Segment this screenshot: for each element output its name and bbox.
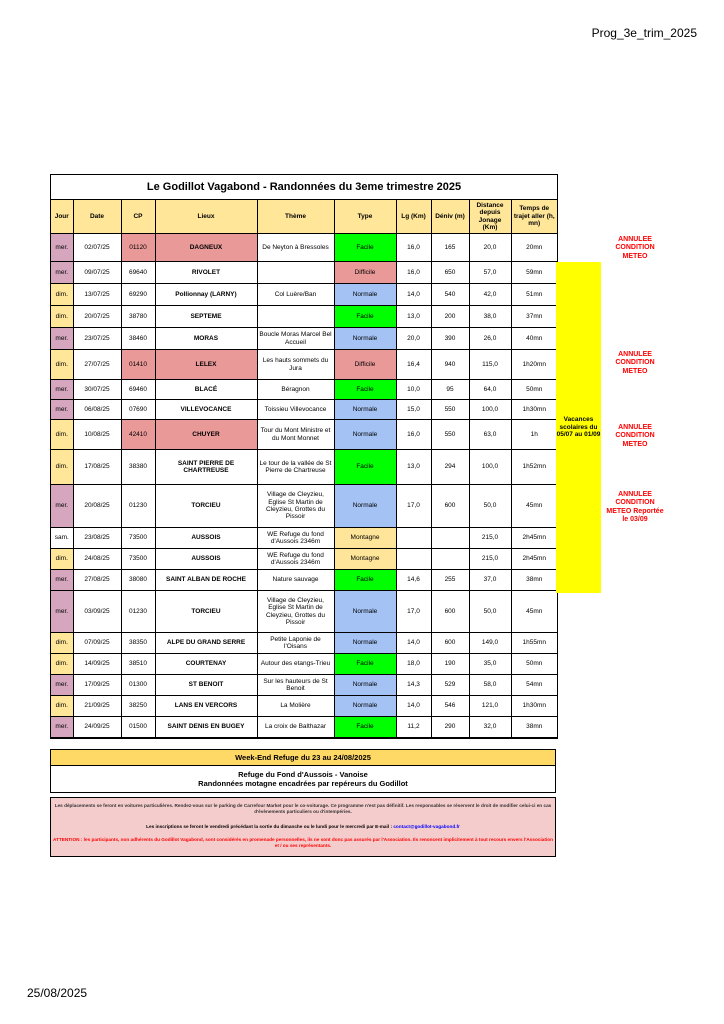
cell-distance: 121,0	[469, 696, 511, 717]
table-title: Le Godillot Vagabond - Randonnées du 3eme trimestre 2025	[51, 175, 557, 200]
col-header-jour: Jour	[51, 200, 73, 234]
cell-lg: 17,0	[396, 485, 431, 528]
cell-date: 07/09/25	[73, 633, 121, 654]
cell-distance: 20,0	[469, 234, 511, 262]
cell-distance: 215,0	[469, 528, 511, 549]
cell-cp: 01230	[121, 591, 155, 633]
cell-date: 10/08/25	[73, 420, 121, 450]
col-header-theme: Thème	[257, 200, 334, 234]
cell-jour: mer.	[51, 262, 73, 284]
cell-lg: 16,0	[396, 420, 431, 450]
cell-distance: 100,0	[469, 400, 511, 420]
cell-lg: 20,0	[396, 328, 431, 350]
info-warning: ATTENTION : les participants, non adhérents du Godillot Vagabond, sont considérés en promenade personnelles, ils ne sont donc pas assurés par l'Association. Ils renoncent implicitement à tout recours envers l'Association et / ou ses représentants.	[53, 837, 553, 849]
cell-deniv: 550	[431, 400, 469, 420]
cancel-note-chuyer: ANNULEE CONDITION METEO	[615, 424, 655, 448]
cell-distance: 32,0	[469, 717, 511, 738]
cell-theme: Nature sauvage	[257, 570, 334, 591]
cell-temps: 45mn	[511, 485, 557, 528]
cell-deniv: 540	[431, 284, 469, 306]
cell-lg: 14,3	[396, 675, 431, 696]
cell-lieu: BLACÉ	[155, 380, 257, 400]
cell-deniv: 390	[431, 328, 469, 350]
cell-cp: 38510	[121, 654, 155, 675]
table-row	[51, 380, 557, 400]
cell-type: Normale	[334, 675, 396, 696]
cell-cp: 07690	[121, 400, 155, 420]
cell-date: 14/09/25	[73, 654, 121, 675]
cell-deniv: 600	[431, 633, 469, 654]
header-row	[51, 200, 557, 234]
cell-date: 30/07/25	[73, 380, 121, 400]
cell-lg: 16,4	[396, 350, 431, 380]
cell-lieu: ALPE DU GRAND SERRE	[155, 633, 257, 654]
cell-lieu: TORCIEU	[155, 591, 257, 633]
table-row	[51, 400, 557, 420]
cell-distance: 37,0	[469, 570, 511, 591]
cell-cp: 38080	[121, 570, 155, 591]
cell-type: Facile	[334, 450, 396, 485]
cell-theme: Col Luère/Ban	[257, 284, 334, 306]
cell-cp: 01120	[121, 234, 155, 262]
table-row	[51, 717, 557, 738]
cell-type: Facile	[334, 570, 396, 591]
cell-theme: Village de Cleyzieu, Eglise St Martin de Cleyzieu, Grottes du Pissoir	[257, 591, 334, 633]
cell-type: Montagne	[334, 549, 396, 570]
cell-jour: sam.	[51, 528, 73, 549]
cell-lg: 15,0	[396, 400, 431, 420]
cell-jour: dim.	[51, 450, 73, 485]
cell-temps: 1h55mn	[511, 633, 557, 654]
table-row	[51, 350, 557, 380]
cell-jour: mer.	[51, 591, 73, 633]
cell-jour: dim.	[51, 306, 73, 328]
cell-deniv: 190	[431, 654, 469, 675]
cell-cp: 01410	[121, 350, 155, 380]
cell-temps: 38mn	[511, 570, 557, 591]
cell-lieu: SAINT DENIS EN BUGEY	[155, 717, 257, 738]
cell-lg: 16,0	[396, 262, 431, 284]
cell-lieu: SEPTEME	[155, 306, 257, 328]
cell-deniv: 255	[431, 570, 469, 591]
cell-lg: 14,0	[396, 284, 431, 306]
cell-temps: 2h45mn	[511, 528, 557, 549]
cell-deniv: 529	[431, 675, 469, 696]
cell-lg: 11,2	[396, 717, 431, 738]
cell-lg: 13,0	[396, 450, 431, 485]
cell-jour: mer.	[51, 485, 73, 528]
cancel-note-lelex: ANNULEE CONDITION METEO	[615, 351, 655, 375]
cell-jour: dim.	[51, 633, 73, 654]
cell-theme: La Molière	[257, 696, 334, 717]
cell-date: 23/07/25	[73, 328, 121, 350]
cell-temps: 50mn	[511, 380, 557, 400]
cell-theme: Petite Laponie de l'Oisans	[257, 633, 334, 654]
cell-lg: 16,0	[396, 234, 431, 262]
cell-jour: dim.	[51, 420, 73, 450]
cell-temps: 54mn	[511, 675, 557, 696]
cell-type: Facile	[334, 717, 396, 738]
cell-cp: 38380	[121, 450, 155, 485]
table-row	[51, 696, 557, 717]
cell-cp: 01500	[121, 717, 155, 738]
cell-distance: 38,0	[469, 306, 511, 328]
cell-type: Difficile	[334, 350, 396, 380]
cell-theme: WE Refuge du fond d'Aussois 2346m	[257, 528, 334, 549]
cell-lieu: LELEX	[155, 350, 257, 380]
cell-deniv: 550	[431, 420, 469, 450]
cell-jour: mer.	[51, 380, 73, 400]
weekend-line-2: Randonnées motagne encadrées par repéreurs du Godillot	[198, 779, 408, 789]
cell-theme: Béragnon	[257, 380, 334, 400]
cancel-note-dagneux: ANNULEE CONDITION METEO	[615, 236, 655, 260]
cell-jour: dim.	[51, 654, 73, 675]
cell-distance: 35,0	[469, 654, 511, 675]
cell-theme: Sur les hauteurs de St Benoit	[257, 675, 334, 696]
cell-temps: 59mn	[511, 262, 557, 284]
cell-distance: 215,0	[469, 549, 511, 570]
cell-temps: 20mn	[511, 234, 557, 262]
cell-cp: 01300	[121, 675, 155, 696]
weekend-box	[50, 749, 556, 793]
cell-type: Normale	[334, 400, 396, 420]
cell-distance: 50,0	[469, 485, 511, 528]
cell-temps: 1h	[511, 420, 557, 450]
col-header-date: Date	[73, 200, 121, 234]
table-row	[51, 306, 557, 328]
table-row	[51, 591, 557, 633]
cell-distance: 57,0	[469, 262, 511, 284]
cell-date: 23/08/25	[73, 528, 121, 549]
table-row	[51, 328, 557, 350]
cell-theme: Tour du Mont Ministre et du Mont Monnet	[257, 420, 334, 450]
cell-temps: 50mn	[511, 654, 557, 675]
col-header-type: Type	[334, 200, 396, 234]
cell-type: Normale	[334, 284, 396, 306]
cell-distance: 149,0	[469, 633, 511, 654]
cell-lg	[396, 549, 431, 570]
cell-distance: 42,0	[469, 284, 511, 306]
cell-theme: Toissieu Villevocance	[257, 400, 334, 420]
cell-temps: 1h30mn	[511, 400, 557, 420]
cell-lieu: COURTENAY	[155, 654, 257, 675]
cell-theme: Le tour de la vallée de St Pierre de Chartreuse	[257, 450, 334, 485]
cell-lieu: TORCIEU	[155, 485, 257, 528]
table-row	[51, 485, 557, 528]
cell-type: Normale	[334, 696, 396, 717]
cell-deniv: 95	[431, 380, 469, 400]
cell-temps: 2h45mn	[511, 549, 557, 570]
cell-deniv	[431, 528, 469, 549]
cell-distance: 50,0	[469, 591, 511, 633]
cell-theme: Boucle Moras Marcel Bel Accueil	[257, 328, 334, 350]
cell-distance: 63,0	[469, 420, 511, 450]
cell-deniv: 290	[431, 717, 469, 738]
cell-temps: 40mn	[511, 328, 557, 350]
cell-type: Normale	[334, 328, 396, 350]
cell-type: Normale	[334, 485, 396, 528]
table-row	[51, 262, 557, 284]
cell-date: 20/08/25	[73, 485, 121, 528]
cell-date: 17/08/25	[73, 450, 121, 485]
cell-distance: 26,0	[469, 328, 511, 350]
cell-type: Difficile	[334, 262, 396, 284]
cell-temps: 1h52mn	[511, 450, 557, 485]
table-row	[51, 675, 557, 696]
cell-jour: mer.	[51, 328, 73, 350]
cell-cp: 69290	[121, 284, 155, 306]
cell-cp: 38460	[121, 328, 155, 350]
cell-jour: dim.	[51, 549, 73, 570]
cell-cp: 42410	[121, 420, 155, 450]
info-transport: Les déplacements se feront en voitures particulières. Rendez-vous sur le parking de Carrefour Market pour le co-voiturage. Ce programme n'est pas définitif. Les responsables se réservent le droit de modifier celui-ci en cas d'évènements particuliers ou d'intempéries.	[54, 803, 552, 815]
table-row	[51, 570, 557, 591]
table-row	[51, 654, 557, 675]
cell-cp: 38350	[121, 633, 155, 654]
cell-theme: La croix de Balthazar	[257, 717, 334, 738]
cell-deniv: 165	[431, 234, 469, 262]
cell-lg: 14,6	[396, 570, 431, 591]
cell-cp: 73500	[121, 528, 155, 549]
document-label: Prog_3e_trim_2025	[591, 26, 697, 40]
cell-theme	[257, 306, 334, 328]
cell-type: Facile	[334, 234, 396, 262]
table-row	[51, 549, 557, 570]
cell-lieu: LANS EN VERCORS	[155, 696, 257, 717]
table-row	[51, 284, 557, 306]
cell-theme: Autour des etangs-Trieu	[257, 654, 334, 675]
cell-cp: 38780	[121, 306, 155, 328]
cell-lieu: RIVOLET	[155, 262, 257, 284]
cell-type: Normale	[334, 633, 396, 654]
cell-lieu: VILLEVOCANCE	[155, 400, 257, 420]
cell-cp: 73500	[121, 549, 155, 570]
cell-lg: 13,0	[396, 306, 431, 328]
cell-deniv: 940	[431, 350, 469, 380]
cell-lg: 14,0	[396, 696, 431, 717]
cancel-note-torcieu: ANNULEE CONDITION METEO Reportée le 03/09	[606, 491, 664, 524]
cell-date: 02/07/25	[73, 234, 121, 262]
cell-lieu: SAINT ALBAN DE ROCHE	[155, 570, 257, 591]
cell-deniv: 546	[431, 696, 469, 717]
cell-date: 03/09/25	[73, 591, 121, 633]
col-header-distance: Distance depuis Jonage (Km)	[469, 200, 511, 234]
cell-cp: 38250	[121, 696, 155, 717]
cell-theme: WE Refuge du fond d'Aussois 2346m	[257, 549, 334, 570]
cell-distance: 64,0	[469, 380, 511, 400]
cell-cp: 69640	[121, 262, 155, 284]
col-header-lg: Lg (Km)	[396, 200, 431, 234]
cell-date: 27/07/25	[73, 350, 121, 380]
cell-jour: mer.	[51, 717, 73, 738]
cell-lieu: SAINT PIERRE DE CHARTREUSE	[155, 450, 257, 485]
cell-jour: dim.	[51, 284, 73, 306]
cell-cp: 01230	[121, 485, 155, 528]
cell-deniv: 650	[431, 262, 469, 284]
cell-type: Facile	[334, 654, 396, 675]
cell-lg	[396, 528, 431, 549]
cell-temps: 38mn	[511, 717, 557, 738]
col-header-lieux: Lieux	[155, 200, 257, 234]
table-row	[51, 234, 557, 262]
cell-lieu: AUSSOIS	[155, 528, 257, 549]
col-header-cp: CP	[121, 200, 155, 234]
cell-deniv: 600	[431, 485, 469, 528]
cell-deniv: 200	[431, 306, 469, 328]
cell-type: Facile	[334, 380, 396, 400]
cell-deniv	[431, 549, 469, 570]
cell-jour: dim.	[51, 696, 73, 717]
cell-date: 27/08/25	[73, 570, 121, 591]
cell-lieu: Pollionnay (LARNY)	[155, 284, 257, 306]
cell-date: 06/08/25	[73, 400, 121, 420]
cell-theme: De Neyton à Bressoles	[257, 234, 334, 262]
cell-date: 24/08/25	[73, 549, 121, 570]
cell-type: Normale	[334, 420, 396, 450]
cell-deniv: 294	[431, 450, 469, 485]
cell-date: 20/07/25	[73, 306, 121, 328]
cell-jour: mer.	[51, 234, 73, 262]
cell-temps: 37mn	[511, 306, 557, 328]
cell-jour: mer.	[51, 400, 73, 420]
cell-lg: 18,0	[396, 654, 431, 675]
cell-theme: Village de Cleyzieu, Eglise St Martin de Cleyzieu, Grottes du Pissoir	[257, 485, 334, 528]
weekend-line-1: Refuge du Fond d'Aussois - Vanoise	[238, 770, 368, 779]
cell-temps: 45mn	[511, 591, 557, 633]
school-holidays-band: Vacances scolaires du 05/07 au 01/09	[556, 262, 601, 593]
cell-lieu: CHUYER	[155, 420, 257, 450]
table-row	[51, 450, 557, 485]
cell-jour: dim.	[51, 350, 73, 380]
cell-distance: 100,0	[469, 450, 511, 485]
cell-lieu: DAGNEUX	[155, 234, 257, 262]
cell-temps: 51mn	[511, 284, 557, 306]
info-box	[50, 797, 556, 857]
table-row	[51, 420, 557, 450]
info-inscriptions	[51, 824, 555, 830]
weekend-title: Week-End Refuge du 23 au 24/08/2025	[51, 750, 555, 766]
cell-date: 09/07/25	[73, 262, 121, 284]
cell-jour: mer.	[51, 570, 73, 591]
hikes-table	[51, 200, 557, 738]
cell-type: Normale	[334, 591, 396, 633]
cell-lg: 17,0	[396, 591, 431, 633]
cell-lieu: MORAS	[155, 328, 257, 350]
cell-distance: 58,0	[469, 675, 511, 696]
footer-date: 25/08/2025	[27, 986, 88, 1000]
cell-type: Facile	[334, 306, 396, 328]
program-table	[50, 174, 558, 739]
cell-date: 13/07/25	[73, 284, 121, 306]
cell-deniv: 600	[431, 591, 469, 633]
cell-jour: mer.	[51, 675, 73, 696]
cell-date: 24/09/25	[73, 717, 121, 738]
contact-email-link[interactable]: contact@godillot-vagabond.fr	[393, 823, 460, 829]
cell-distance: 115,0	[469, 350, 511, 380]
cell-date: 21/09/25	[73, 696, 121, 717]
cell-temps: 1h30mn	[511, 696, 557, 717]
cell-type: Montagne	[334, 528, 396, 549]
cell-lg: 14,0	[396, 633, 431, 654]
cell-temps: 1h20mn	[511, 350, 557, 380]
table-row	[51, 528, 557, 549]
cell-theme	[257, 262, 334, 284]
table-row	[51, 633, 557, 654]
cell-lieu: AUSSOIS	[155, 549, 257, 570]
cell-lieu: ST BENOIT	[155, 675, 257, 696]
cell-theme: Les hauts sommets du Jura	[257, 350, 334, 380]
cell-date: 17/09/25	[73, 675, 121, 696]
info-inscriptions-text: Les inscriptions se feront le vendredi précédant la sortie du dimanche ou le lundi pour le mercredi par E-mail :	[146, 823, 393, 829]
cell-cp: 69460	[121, 380, 155, 400]
col-header-temps: Temps de trajet aller (h, mn)	[511, 200, 557, 234]
col-header-deniv: Déniv (m)	[431, 200, 469, 234]
cell-lg: 10,0	[396, 380, 431, 400]
